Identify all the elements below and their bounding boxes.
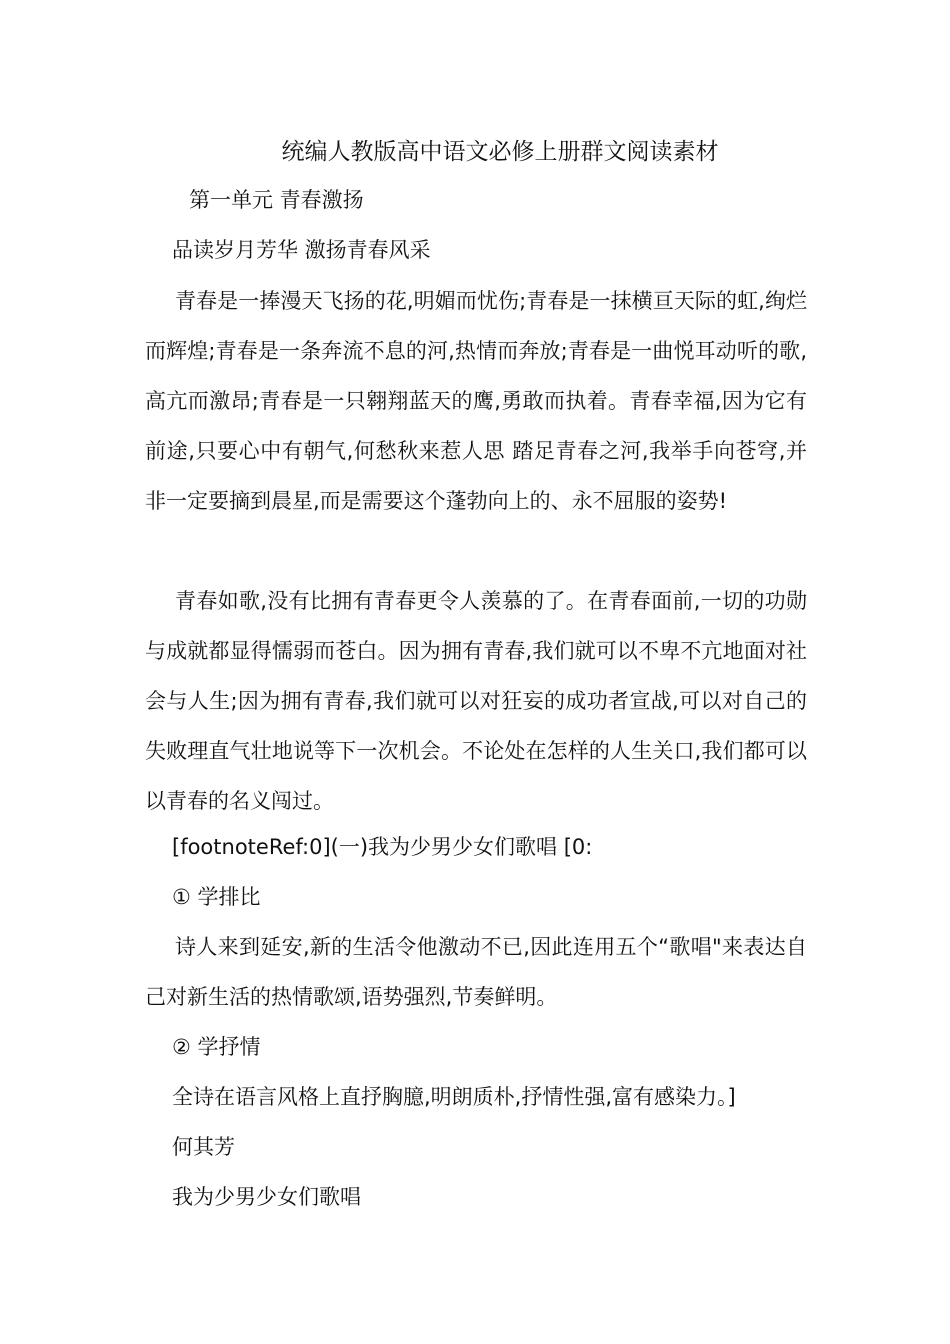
point-1-label: ① 学排比 <box>172 885 261 909</box>
paragraph-youth-metaphors: 青春是一捧漫天飞扬的花,明媚而忧伤;青春是一抹横亘天际的虹,绚烂而辉煌;青春是一条奔流不息的河,热情而奔放;青春是一曲悦耳动听的歌,高亢而激昂;青春是一只翱翔蓝天的鹰,勇敢而执着。青春幸福,因为它有前途,只要心中有朝气,何愁秋来惹人思 踏足青春之河,我举手向苍穹,并非一定要摘到晨星,而是需要这个蓬勃向上的、永不屈服的姿势! <box>145 289 807 513</box>
document-title: 统编人教版高中语文必修上册群文阅读素材 <box>281 139 719 165</box>
point-2-text: 全诗在语言风格上直抒胸臆,明朗质朴,抒情性强,富有感染力。] <box>172 1085 736 1109</box>
paragraph-youth-song: 青春如歌,没有比拥有青春更令人羡慕的了。在青春面前,一切的功勋与成就都显得懦弱而苍白。因为拥有青春,我们就可以不卑不亢地面对社会与人生;因为拥有青春,我们就可以对狂妄的成功者宣战,可以对自己的失败理直气壮地说等下一次机会。不论处在怎样的人生关口,我们都可以以青春的名义闯过。 <box>145 589 807 813</box>
poem-title: 我为少男少女们歌唱 <box>172 1185 361 1209</box>
unit-heading: 第一单元 青春激扬 <box>189 188 364 212</box>
footnote-line: [footnoteRef:0](一)我为少男少女们歌唱 [0: <box>172 835 593 859</box>
point-1-text: 诗人来到延安,新的生活令他激动不已,因此连用五个“歌唱"来表达自己对新生活的热情歌颂,语势强烈,节奏鲜明。 <box>145 935 807 1009</box>
section-subheading: 品读岁月芳华 激扬青春风采 <box>172 238 431 262</box>
poem-author: 何其芳 <box>172 1135 235 1159</box>
point-2-label: ② 学抒情 <box>172 1035 261 1059</box>
